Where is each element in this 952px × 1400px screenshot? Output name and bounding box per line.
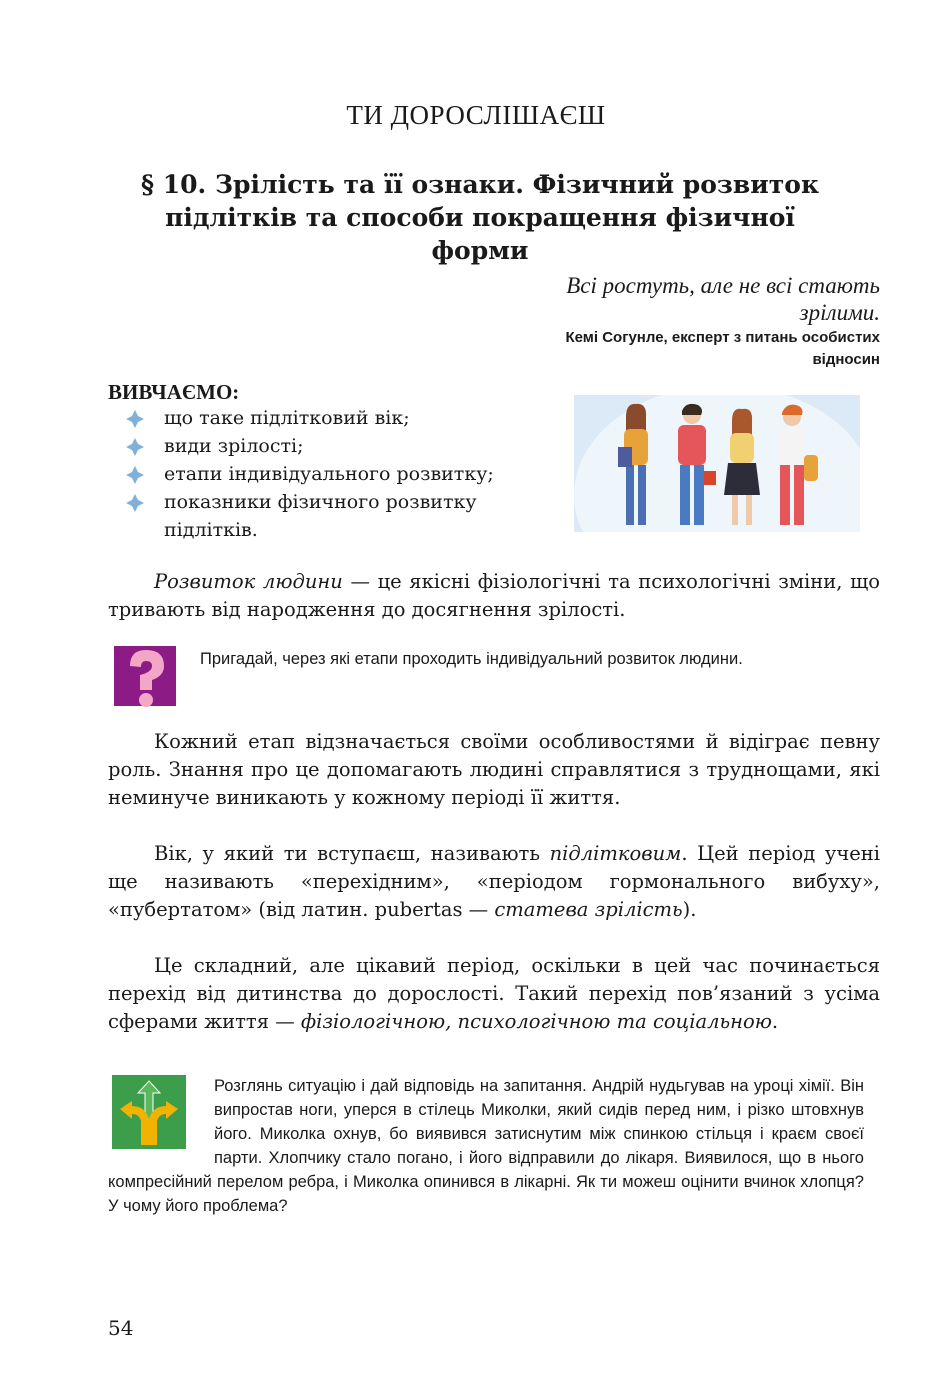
study-item-text: що таке підлітковий вік; [164,407,410,429]
list-item [126,488,524,544]
section-title: ТИ ДОРОСЛІШАЄШ [346,100,606,130]
list-item [126,404,566,432]
epigraph-quote-line1: Всі ростуть, але не всі стають [566,273,880,298]
paragraph-text: Це складний, але цікавий період, оскільки в цей час починається перехід від дитинства до дорослості. Такий перехід пов’язаний з усіма сферами життя — [108,954,880,1033]
term-sexual-maturity: статева зрілість [494,898,683,921]
paragraph-text: Кожний етап відзначається своїми особливостями й відіграє певну роль. Знання про це допомагають людині справлятися з труднощами, які неминуче виникають у кожному періоді її життя. [108,730,880,809]
list-item [126,432,566,460]
study-item-text: етапи індивідуального розвитку; [164,463,494,485]
study-list [126,404,566,544]
paragraph-text: Вік, у який ти вступаєш, називають [154,842,550,865]
lesson-title-line1: § 10. Зрілість та її ознаки. Фізичний розвиток [140,170,820,199]
list-item [126,460,566,488]
recall-question: Пригадай, через які етапи проходить індивідуальний розвиток людини. [200,650,743,668]
definition-text: — це якісні фізіологічні та психологічні зміни, що тривають від народження до досягнення зрілості. [108,570,880,621]
epigraph-author-line2: відносин [812,351,880,368]
epigraph [460,272,880,370]
definition-paragraph [108,568,880,624]
bullet-icon [126,438,144,456]
bullet-icon [126,466,144,484]
epigraph-author-line1: Кемі Согунле, експерт з питань особистих [565,329,880,346]
lesson-title-line2: підлітків та способи покращення фізичної форми [165,203,795,265]
term-spheres: фізіологічною, психологічною та соціальною [300,1010,772,1033]
paragraph [108,840,880,924]
bullet-icon [126,494,144,512]
term-teenage: підлітковим [549,842,682,865]
task-body: Розглянь ситуацію і дай відповідь на запитання. Андрій нудьгував на уроці хімії. Він випростав ноги, уперся в стілець Миколки, який сидів перед ним, і різко штовхнув його. Миколка охнув, бо виявився затиснутим між спинкою стільця і краєм своєї парти. Хлопчику стало погано, і його відправили до лікаря. Виявилося, що в нього компресійний перелом ребра, і Миколка опинився в лікарні. Як ти можеш оцінити вчинок хлопця? У чому його проблема? [108,1077,864,1215]
paragraph-text: . Цей період учені ще називають «перехідним», «періодом гормонального вибуху», «пубертатом» (від латин. pubertas — [108,842,881,921]
paragraph-text: ). [682,898,697,921]
paragraph-text: . [771,1010,779,1033]
study-item-text: види зрілості; [164,435,304,457]
lesson-title [120,168,840,267]
students-illustration [574,395,860,532]
definition-term: Розвиток людини [154,570,343,593]
study-heading: ВИВЧАЄМО: [108,380,240,404]
study-item-text: показники фізичного розвитку підлітків. [164,491,477,541]
bullet-icon [126,410,144,428]
question-mark-icon [110,640,180,712]
page-number: 54 [108,1316,134,1340]
task-text [108,1074,864,1218]
epigraph-quote-line2: зрілими. [799,300,880,325]
paragraph [108,952,880,1036]
paragraph [108,728,880,812]
